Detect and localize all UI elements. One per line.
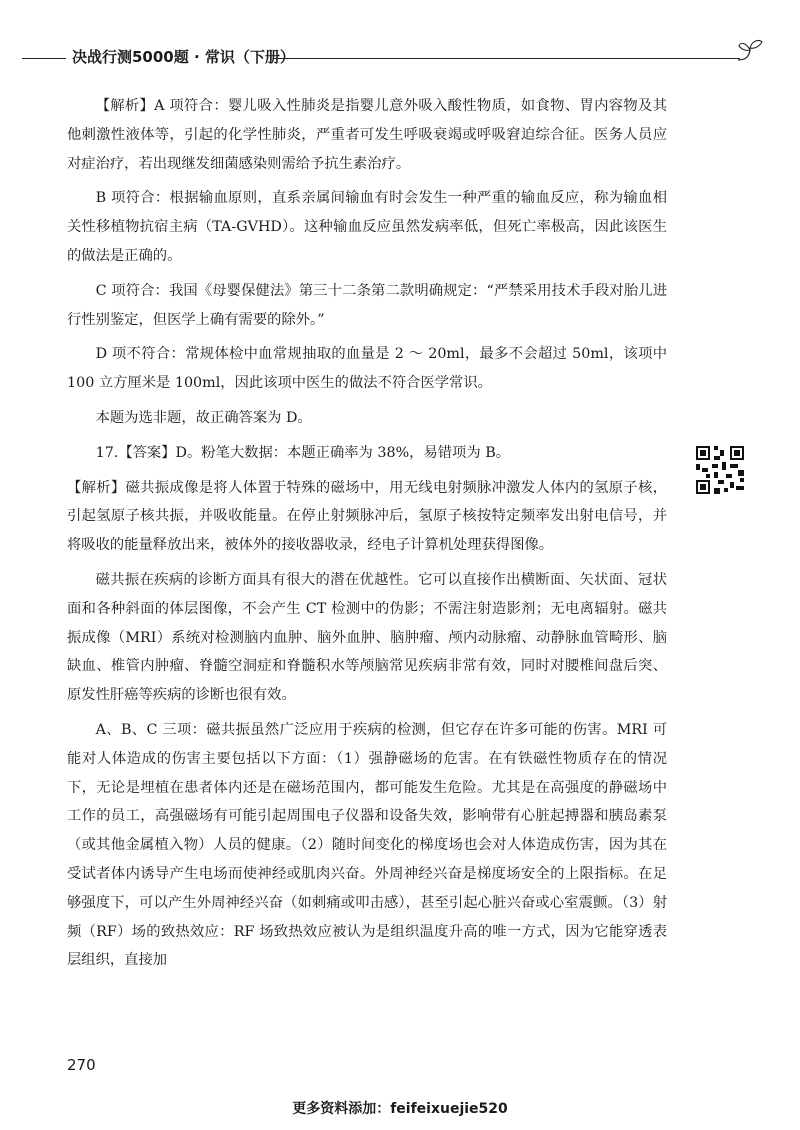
option-b-paragraph: B 项符合：根据输血原则，直系亲属间输血有时会发生一种严重的输血反应，称为输血相关性移植物抗宿主病（TA-GVHD）。这种输血反应虽然发病率低，但死亡率极高，因此该医生的做法是正确的。 <box>67 190 667 264</box>
book-title: 决战行测5000题 · 常识（下册） <box>72 48 295 66</box>
header-rule-left <box>22 58 66 59</box>
option-d-paragraph: D 项不符合：常规体检中血常规抽取的血量是 2 ～ 20ml，最多不会超过 50ml，该项中 100 立方厘米是 100ml，因此该项中医生的做法不符合医学常识。 <box>67 346 667 392</box>
analysis-paragraph: 【解析】A 项符合：婴儿吸入性肺炎是指婴儿意外吸入酸性物质，如食物、胃内容物及其他刺激性液体等，引起的化学性肺炎，严重者可发生呼吸衰竭或呼吸窘迫综合征。医务人员应对症治疗，若出现继发细菌感染则需给予抗生素治疗。 <box>67 98 667 172</box>
answer-17-paragraph: 17.【答案】D。粉笔大数据：本题正确率为 38%，易错项为 B。 <box>95 444 510 461</box>
conclusion-paragraph: 本题为选非题，故正确答案为 D。 <box>95 409 312 426</box>
header-rule-right <box>274 58 740 59</box>
page-body <box>67 92 667 981</box>
qr-code-icon <box>694 444 746 496</box>
sprout-icon <box>736 38 764 62</box>
analysis-17-paragraph: 【解析】磁共振成像是将人体置于特殊的磁场中，用无线电射频脉冲激发人体内的氢原子核，引起氢原子核共振，并吸收能量。在停止射频脉冲后，氢原子核按特定频率发出射电信号，并将吸收的能量释放出来，被体外的接收器收录，经电子计算机处理获得图像。 <box>67 479 667 554</box>
running-header <box>0 44 800 72</box>
mri-advantages-paragraph: 磁共振在疾病的诊断方面具有很大的潜在优越性。它可以直接作出横断面、矢状面、冠状面和各种斜面的体层图像，不会产生 CT 检测中的伪影；不需注射造影剂；无电离辐射。磁共振成像（MRI）系统对检测脑内血肿、脑外血肿、脑肿瘤、颅内动脉瘤、动静脉血管畸形、脑缺血、椎管内肿瘤、脊髓空洞症和脊髓积水等颅脑常见疾病非常有效，同时对腰椎间盘后突、原发性肝癌等疾病的诊断也很有效。 <box>67 571 667 704</box>
footer-note: 更多资料添加：feifeixuejie520 <box>292 1101 508 1117</box>
mri-risks-paragraph: A、B、C 三项：磁共振虽然广泛应用于疾病的检测，但它存在许多可能的伤害。MRI 可能对人体造成的伤害主要包括以下方面：（1）强静磁场的危害。在有铁磁性物质存在的情况下，无论是埋植在患者体内还是在磁场范围内，都可能发生危险。尤其是在高强度的静磁场中工作的员工，高强磁场有可能引起周围电子仪器和设备失效，影响带有心脏起搏器和胰岛素泵（或其他金属植入物）人员的健康。（2）随时间变化的梯度场也会对人体造成伤害，因为其在受试者体内诱导产生电场而使神经或肌肉兴奋。外周神经兴奋是梯度场安全的上限指标。在足够强度下，可以产生外周神经兴奋（如刺痛或叩击感），甚至引起心脏兴奋或心室震颤。（3）射频（RF）场的致热效应：RF 场致热效应被认为是组织温度升高的唯一方式，因为它能穿透表层组织，直接加 <box>67 721 667 969</box>
option-c-paragraph: C 项符合：我国《母婴保健法》第三十二条第二款明确规定：“严禁采用技术手段对胎儿进行性别鉴定，但医学上确有需要的除外。” <box>67 282 667 328</box>
page-number: 270 <box>67 1056 96 1074</box>
